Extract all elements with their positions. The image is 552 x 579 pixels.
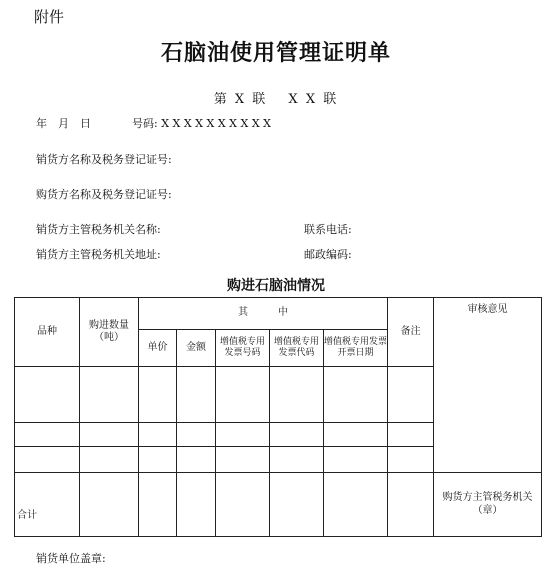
table-cell[interactable] (270, 367, 324, 423)
header-group: 其 中 (139, 298, 388, 330)
table-cell[interactable] (80, 367, 139, 423)
table-cell[interactable] (324, 447, 388, 473)
total-row (15, 473, 542, 537)
header-invoice-code: 增值税专用发票代码 (270, 330, 324, 367)
table-cell[interactable] (139, 367, 177, 423)
table-cell[interactable] (15, 447, 80, 473)
table-cell[interactable] (270, 473, 324, 537)
table-cell[interactable] (216, 423, 270, 447)
review-footer: 购货方主管税务机关（章） (434, 473, 542, 537)
header-quantity: 购进数量（吨） (80, 298, 139, 367)
table-cell[interactable] (80, 447, 139, 473)
table-cell[interactable] (80, 423, 139, 447)
header-remarks: 备注 (388, 298, 434, 367)
table-cell[interactable] (270, 447, 324, 473)
table-cell[interactable] (139, 423, 177, 447)
section-title: 购进石脑油情况 (227, 278, 325, 294)
header-variety: 品种 (15, 298, 80, 367)
table-cell[interactable] (139, 473, 177, 537)
table-cell[interactable] (270, 423, 324, 447)
header-invoice-date: 增值税专用发票开票日期 (324, 330, 388, 367)
table-cell[interactable] (177, 447, 216, 473)
table-cell[interactable] (15, 367, 80, 423)
table-cell[interactable] (324, 473, 388, 537)
table-cell[interactable] (216, 473, 270, 537)
date-field-label: 年 月 日 (36, 117, 91, 130)
seller-tax-office-address-label: 销货方主管税务机关地址: (36, 248, 161, 261)
table-cell[interactable] (80, 473, 139, 537)
header-unit-price: 单价 (139, 330, 177, 367)
postal-code-label: 邮政编码: (304, 248, 352, 261)
table-cell[interactable] (139, 447, 177, 473)
document-title: 石脑油使用管理证明单 (160, 40, 391, 66)
header-invoice-no: 增值税专用发票号码 (216, 330, 270, 367)
table-cell[interactable] (388, 473, 434, 537)
table-cell[interactable] (177, 473, 216, 537)
table-cell[interactable] (216, 447, 270, 473)
table-cell[interactable] (177, 367, 216, 423)
table-cell[interactable] (177, 423, 216, 447)
total-label: 合计 (15, 473, 80, 537)
purchase-table (14, 297, 542, 537)
seller-name-label: 销货方名称及税务登记证号: (36, 153, 172, 166)
table-cell[interactable] (388, 423, 434, 447)
seller-seal-label: 销货单位盖章: (36, 552, 106, 565)
contact-phone-label: 联系电话: (304, 223, 352, 236)
attachment-label: 附件 (34, 8, 65, 26)
table-cell[interactable] (324, 367, 388, 423)
seller-tax-office-label: 销货方主管税务机关名称: (36, 223, 161, 236)
table-cell[interactable] (324, 423, 388, 447)
table-cell[interactable] (388, 367, 434, 423)
copy-indicator: 第 X 联 X X 联 (213, 92, 339, 107)
table-cell[interactable] (216, 367, 270, 423)
document-number-label: 号码: X X X X X X X X X X (132, 117, 271, 130)
header-amount: 金额 (177, 330, 216, 367)
header-review: 审核意见 (434, 298, 542, 473)
table-cell[interactable] (15, 423, 80, 447)
buyer-name-label: 购货方名称及税务登记证号: (36, 188, 172, 201)
table-cell[interactable] (388, 447, 434, 473)
